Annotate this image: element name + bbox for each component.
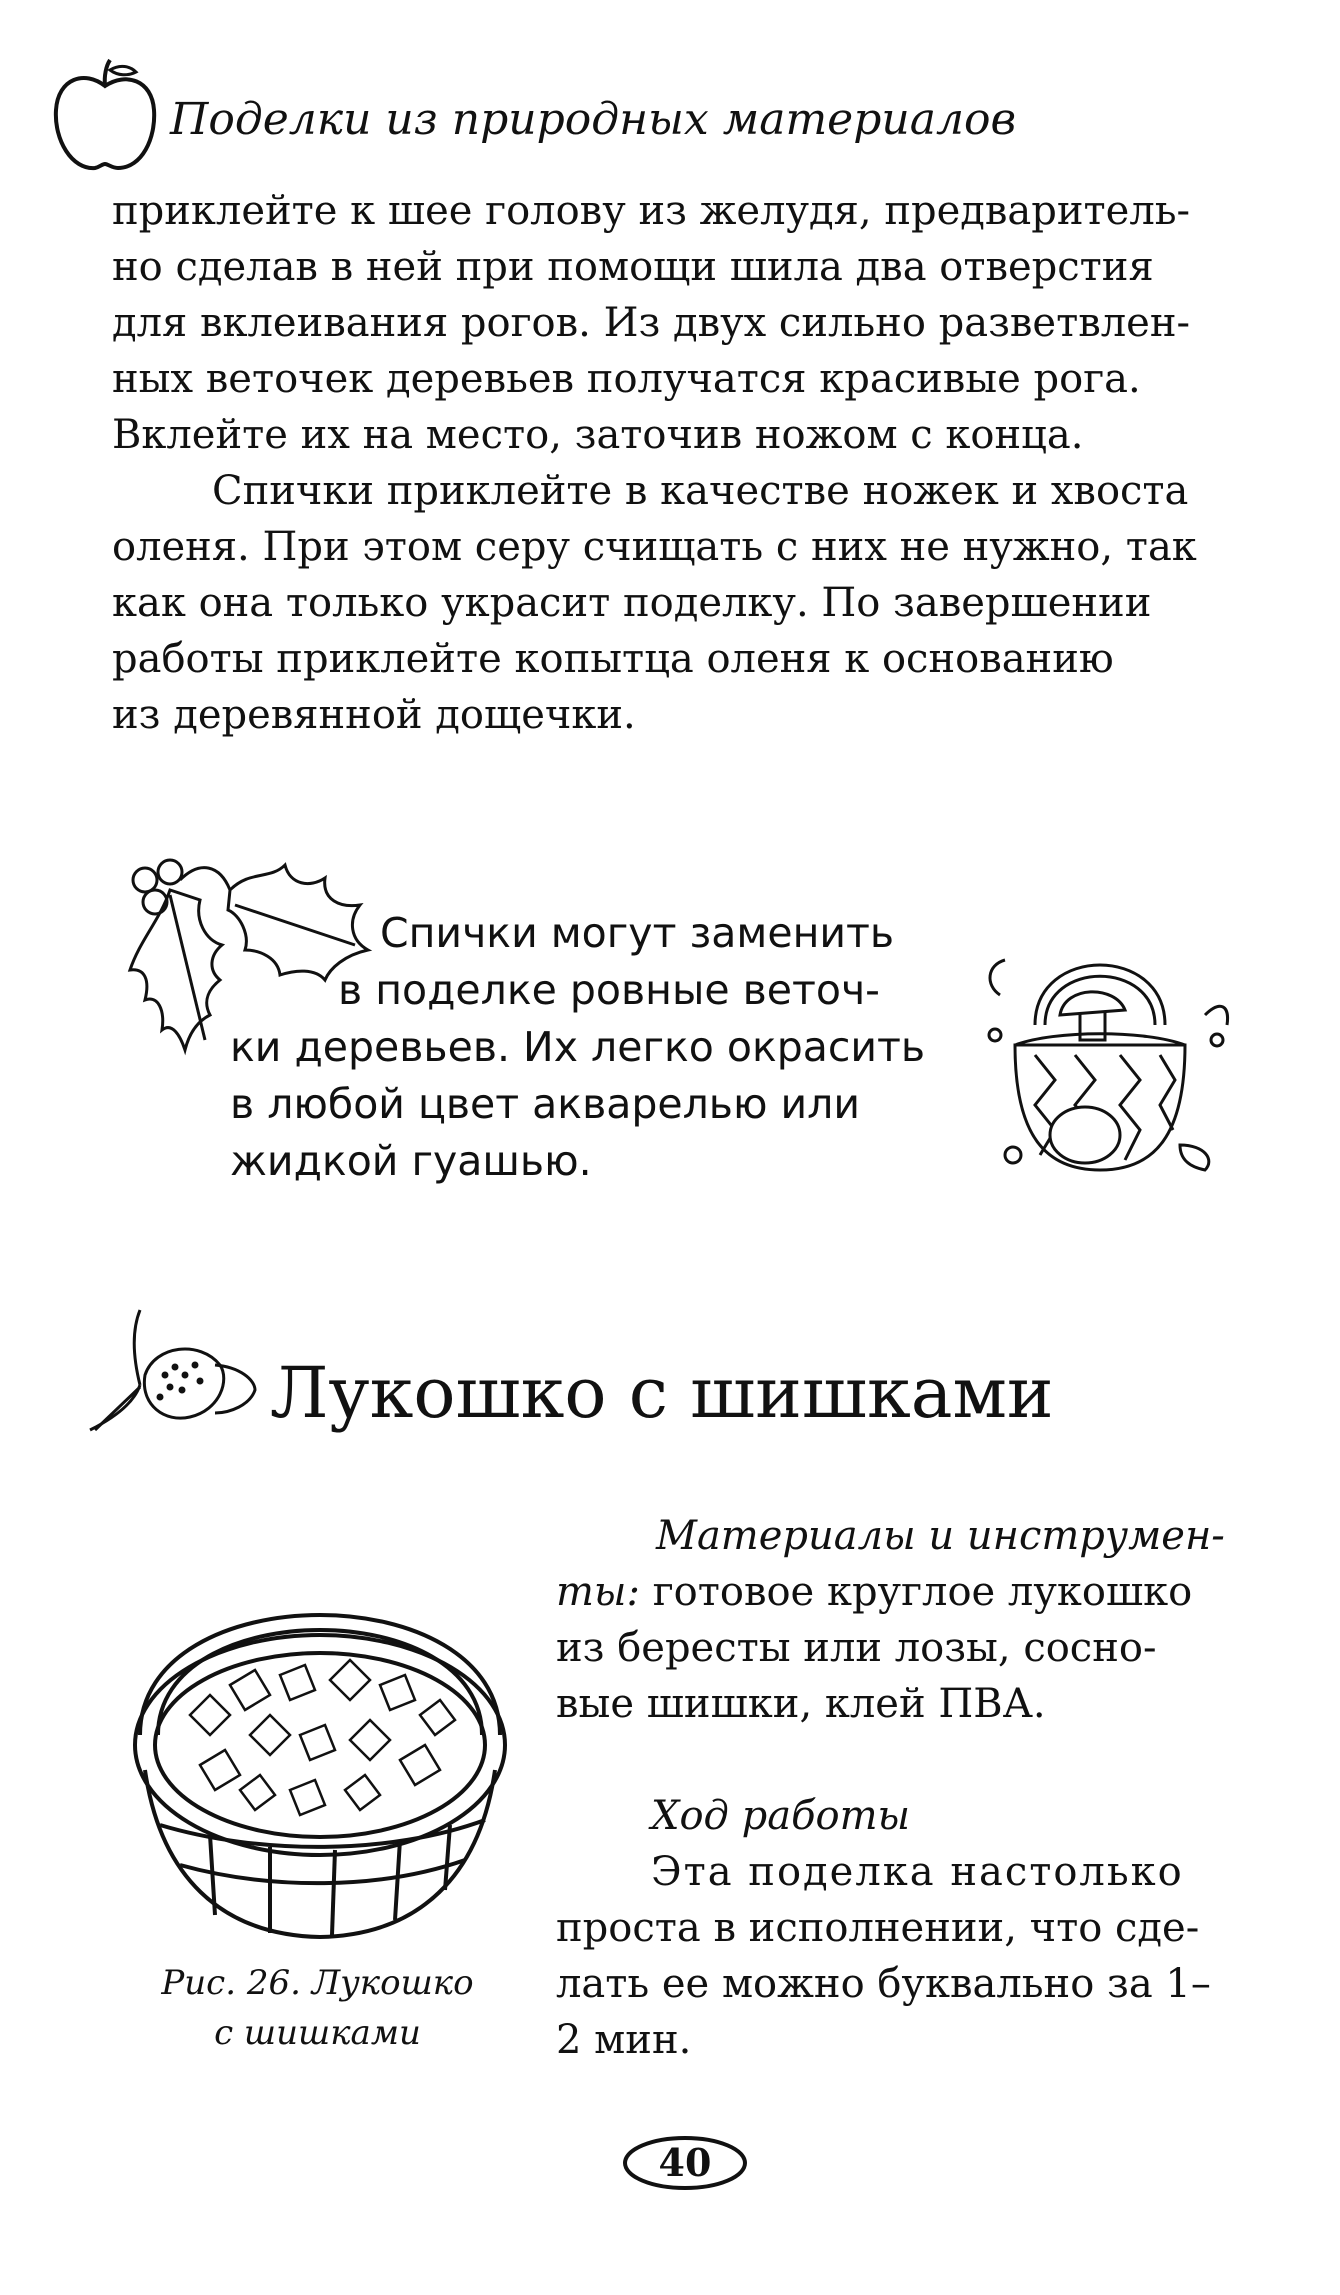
basket-with-mushrooms-icon [965,905,1245,1185]
procedure-line: проста в исполнении, что сде- [556,1905,1200,1951]
text-line: приклейте к шее голову из желудя, предваритель- [112,188,1191,234]
page-number: 40 [658,2140,712,2185]
procedure-line: 2 мин. [556,2017,692,2063]
basket-of-cones-illustration [120,1535,520,1955]
note-text [230,905,930,1190]
caption-line: Рис. 26. Лукошко [161,1963,474,2003]
note-line: жидкой гуашью. [230,1137,592,1185]
materials-line: вые шишки, клей ПВА. [556,1681,1046,1727]
running-title: Поделки из природных материалов [170,94,1017,145]
figure-caption [115,1958,520,2058]
text-line: Вклейте их на место, заточив ножом с конца. [112,412,1084,458]
main-text [112,183,1252,743]
text-line: оленя. При этом серу счищать с них не нужно, так [112,524,1197,570]
note-line: в любой цвет акварелью или [230,1080,861,1128]
acorn-icon [80,1305,260,1445]
caption-line: с шишками [214,2013,421,2053]
procedure-line: Эта поделка настолько [651,1849,1184,1895]
note-line: ки деревьев. Их легко окрасить [230,1023,926,1071]
procedure-line: лать ее можно буквально за 1– [556,1961,1211,2007]
materials-line [556,1564,1256,1620]
materials-text: готовое круглое лукошко [639,1569,1193,1615]
procedure-heading: Ход работы [651,1793,911,1839]
text-line: из деревянной дощечки. [112,692,636,738]
section-heading: Лукошко с шишками [270,1352,1054,1434]
materials-line: из бересты или лозы, сосно- [556,1625,1157,1671]
text-line: работы приклейте копытца оленя к основанию [112,636,1114,682]
text-line: для вклеивания рогов. Из двух сильно разветвлен- [112,300,1191,346]
materials-and-procedure [556,1508,1256,2068]
note-line: Спички могут заменить [380,909,895,957]
apple-icon [50,58,160,178]
text-line: как она только украсит поделку. По завершении [112,580,1152,626]
note-line: в поделке ровные веточ- [338,966,880,1014]
text-line: ных веточек деревьев получатся красивые рога. [112,356,1141,402]
materials-label-end: ты: [556,1569,640,1615]
materials-label: Материалы и инструмен- [656,1513,1225,1559]
text-line: но сделав в ней при помощи шила два отверстия [112,244,1154,290]
text-line: Спички приклейте в качестве ножек и хвоста [212,468,1189,514]
